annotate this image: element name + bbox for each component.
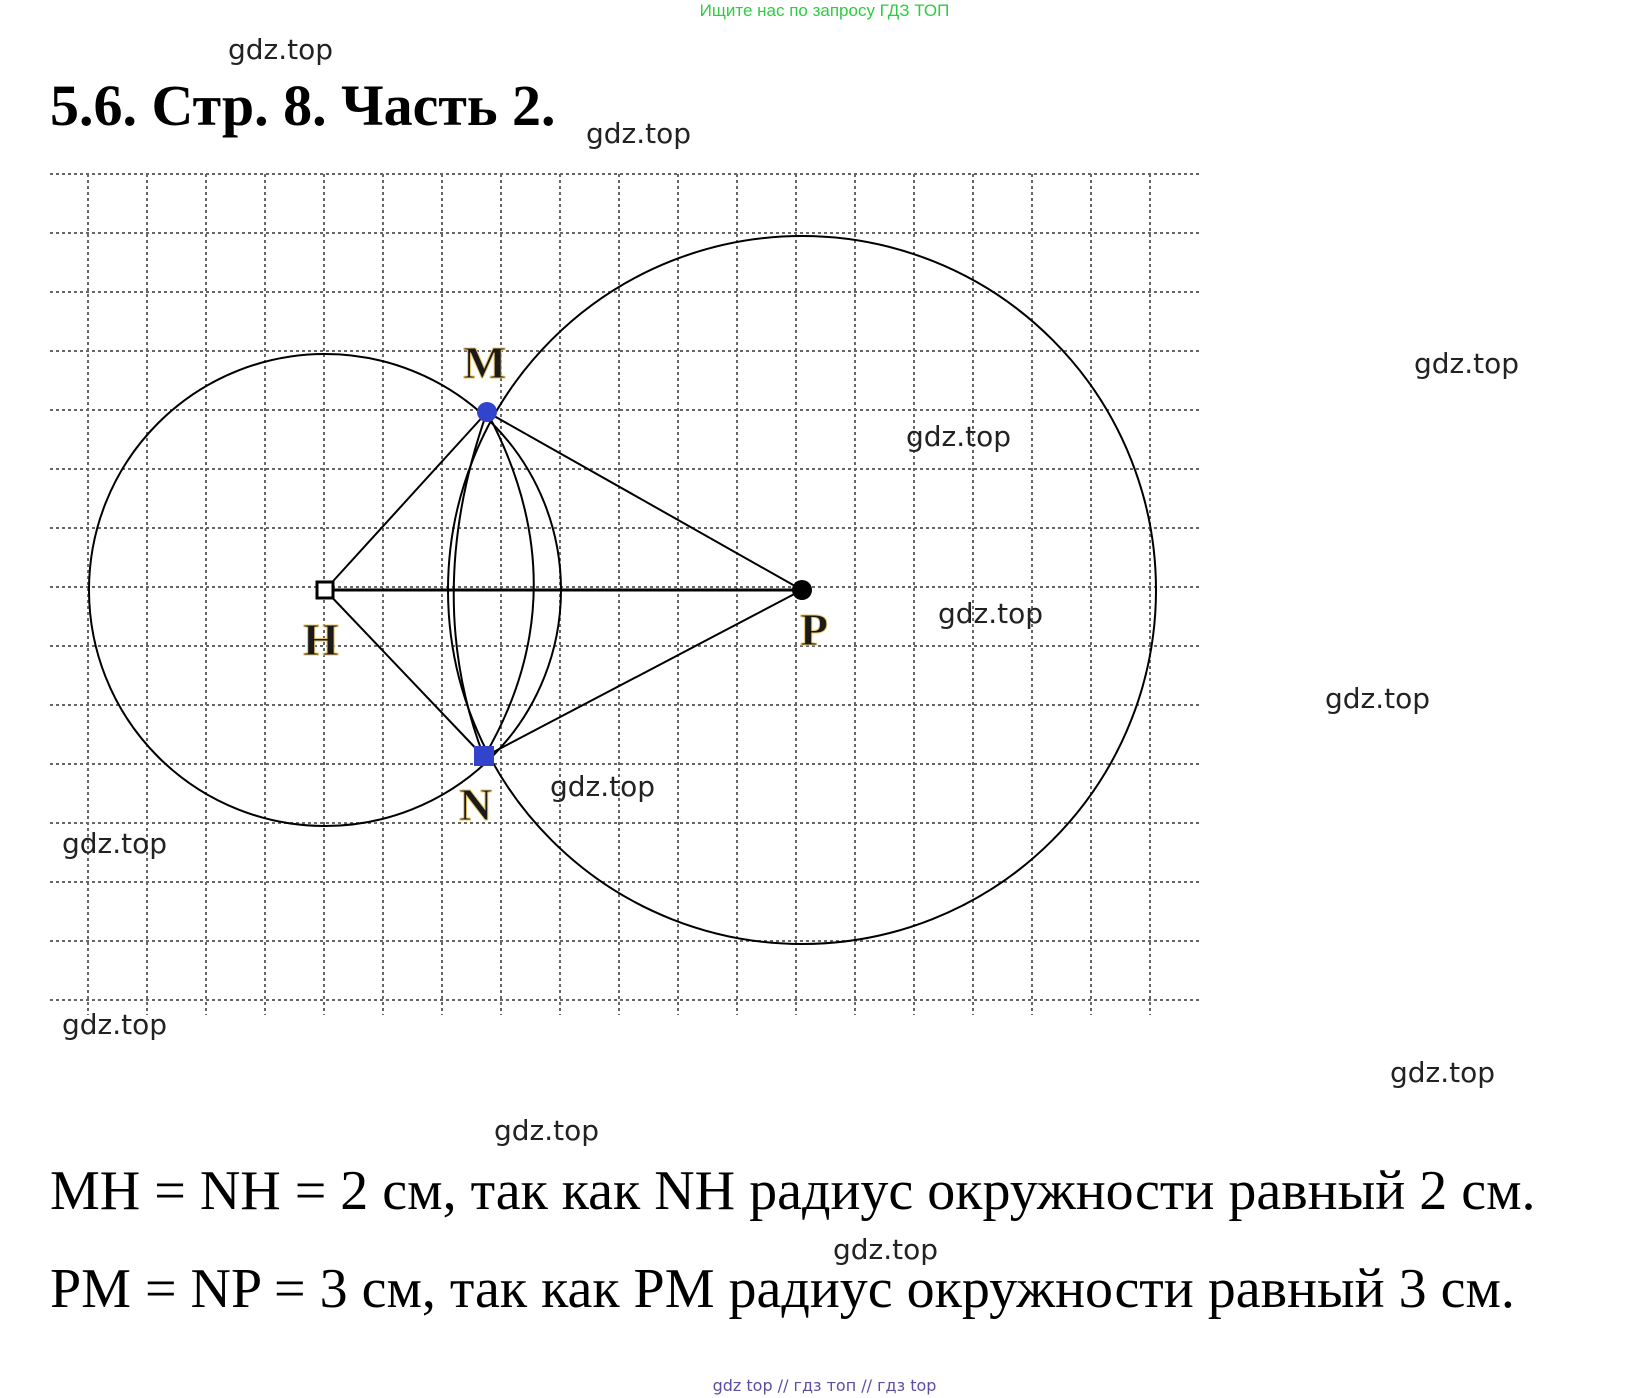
- point-h-marker: [317, 582, 333, 598]
- point-n-label: N: [459, 779, 493, 830]
- point-m-marker: [477, 402, 497, 422]
- point-h-label: H: [303, 614, 339, 665]
- footer-links[interactable]: gdz top // гдз топ // гдз top: [712, 1376, 937, 1395]
- watermark: gdz.top: [586, 117, 692, 150]
- watermark: gdz.top: [1414, 347, 1520, 380]
- point-p-marker: [792, 580, 812, 600]
- point-n-marker: [474, 746, 494, 766]
- statement-pm-np: PM = NP = 3 см, так как PM радиус окружности равный 3 см.: [50, 1258, 1515, 1320]
- watermark: gdz.top: [62, 827, 168, 860]
- watermark: gdz.top: [494, 1114, 600, 1147]
- segment-mp: [487, 412, 802, 590]
- watermark: gdz.top: [1325, 682, 1431, 715]
- grid: [50, 174, 1200, 1015]
- point-p-label: P: [800, 604, 829, 655]
- watermark: gdz.top: [550, 770, 656, 803]
- search-banner[interactable]: Ищите нас по запросу ГДЗ ТОП: [699, 1, 950, 20]
- watermark: gdz.top: [833, 1233, 939, 1266]
- watermark: gdz.top: [938, 597, 1044, 630]
- watermark: gdz.top: [62, 1008, 168, 1041]
- point-m-label: M: [463, 337, 507, 388]
- page-title: 5.6. Стр. 8. Часть 2.: [50, 73, 556, 138]
- watermark: gdz.top: [1390, 1056, 1496, 1089]
- watermark: gdz.top: [228, 33, 334, 66]
- watermark: gdz.top: [906, 420, 1012, 453]
- statement-mh-nh: MH = NH = 2 см, так как NH радиус окружности равный 2 см.: [50, 1160, 1536, 1222]
